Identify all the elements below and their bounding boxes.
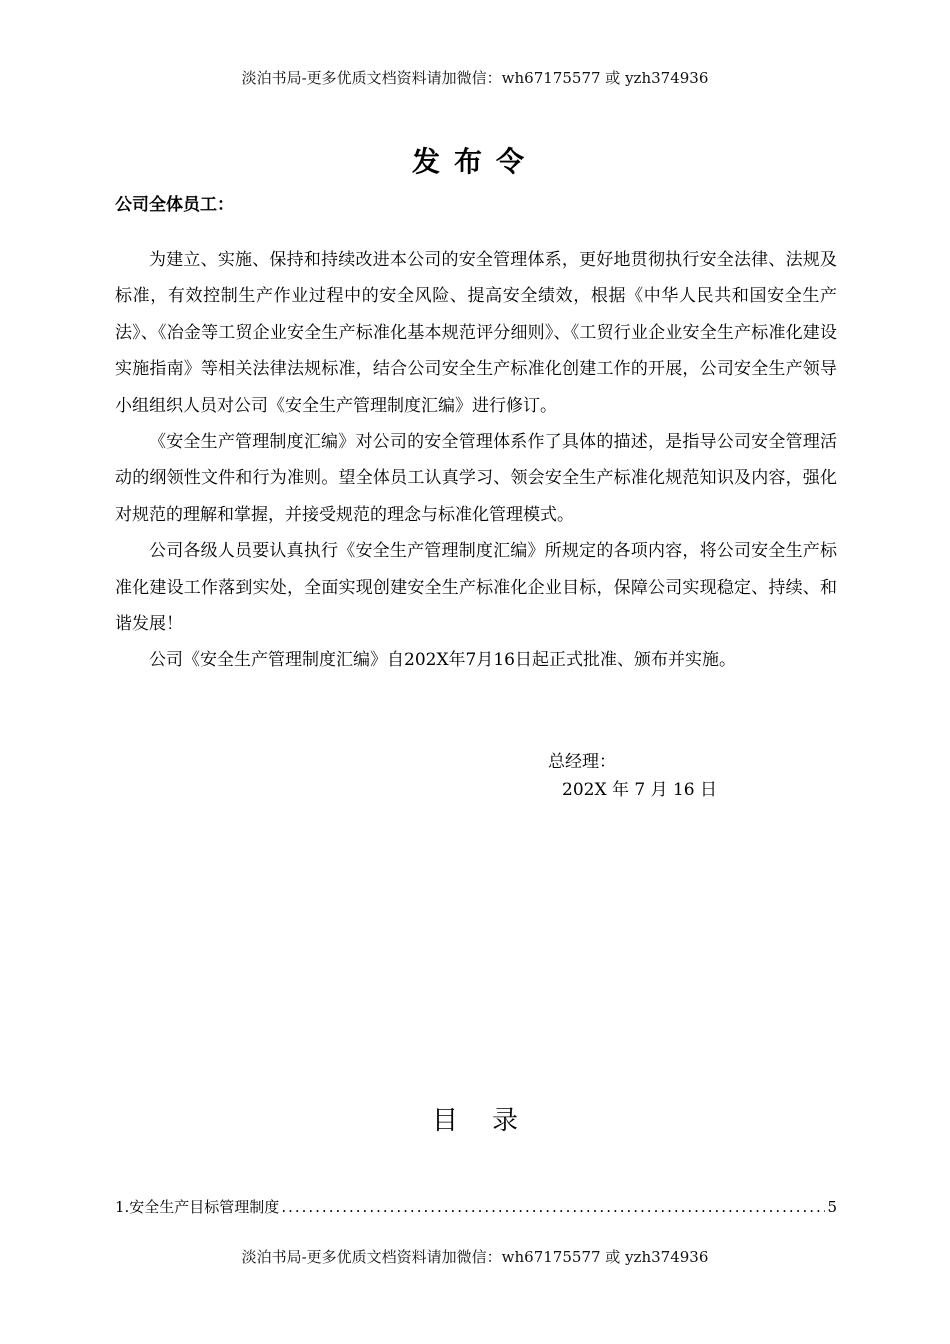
paragraph: 为建立、实施、保持和持续改进本公司的安全管理体系，更好地贯彻执行安全法律、法规及标准，有效控制生产作业过程中的安全风险、提高安全绩效，根据《中华人民共和国安全生产法》、《冶金等工贸企业安全生产标准化基本规范评分细则》、《工贸行业企业安全生产标准化建设实施指南》等相关法律法规标准，结合公司安全生产标准化创建工作的开展，公司安全生产领导小组组织人员对公司《安全生产管理制度汇编》进行修订。: [115, 250, 837, 416]
document-title: 发布令: [411, 145, 538, 178]
page-footer: 淡泊书局-更多优质文档资料请加微信：wh67175577 或 yzh374936: [241, 1248, 709, 1266]
body-text: [115, 242, 837, 679]
toc-entry[interactable]: [115, 1196, 837, 1217]
signature-block: [548, 748, 717, 804]
signature-date: 202X 年 7 月 16 日: [562, 780, 718, 800]
toc-entry-page: 5: [827, 1198, 837, 1216]
paragraph: 公司各级人员要认真执行《安全生产管理制度汇编》所规定的各项内容，将公司安全生产标准化建设工作落到实处，全面实现创建安全生产标准化企业目标，保障公司实现稳定、持续、和谐发展！: [115, 541, 837, 635]
toc-title: 目录: [431, 1106, 552, 1136]
signature-role: 总经理：: [548, 752, 616, 772]
paragraph: 公司《安全生产管理制度汇编》自202X年7月16日起正式批准、颁布并实施。: [149, 650, 736, 671]
toc-entry-label: 1.安全生产目标管理制度: [115, 1198, 280, 1216]
page-header: 淡泊书局-更多优质文档资料请加微信：wh67175577 或 yzh374936: [241, 69, 709, 87]
toc-leader-dots: [281, 1198, 825, 1216]
salutation: 公司全体员工：: [115, 195, 234, 215]
paragraph: 《安全生产管理制度汇编》对公司的安全管理体系作了具体的描述，是指导公司安全管理活动的纲领性文件和行为准则。望全体员工认真学习、领会安全生产标准化规范知识及内容，强化对规范的理解和掌握，并接受规范的理念与标准化管理模式。: [115, 432, 837, 525]
